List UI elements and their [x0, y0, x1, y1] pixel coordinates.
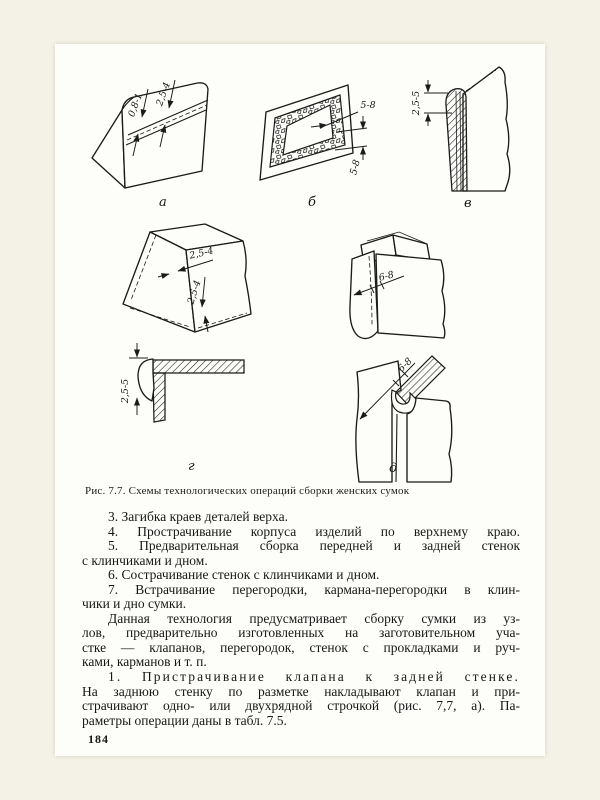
- text-line: с клинчиками и дном.: [82, 552, 208, 568]
- text-line: 4. Прострачивание корпуса изделий по верхнему краю.: [108, 523, 520, 539]
- text-line: 7. Встрачивание перегородки, кармана-перегородки в клин-: [108, 581, 520, 597]
- panel-letter-v: в: [464, 196, 472, 211]
- text-line: чики и дно сумки.: [82, 596, 187, 612]
- figure-caption: Рис. 7.7. Схемы технологических операций сборки женских сумок: [85, 485, 410, 497]
- figure-7-7-diagrams: [55, 44, 545, 489]
- diagram-flap-stitching: [92, 80, 208, 210]
- dim-label: 2,5-4: [185, 278, 204, 306]
- page-number: 184: [88, 732, 109, 746]
- dim-label: 0,8-1: [126, 91, 145, 119]
- text-line: 6. Сострачивание стенок с клинчиками и дном.: [108, 567, 380, 583]
- dim-label: 2,5-5: [411, 90, 422, 116]
- panel-letter-a: а: [159, 195, 167, 210]
- panel-letter-b: б: [308, 195, 316, 210]
- text-line: раметры операции даны в табл. 7.5.: [82, 712, 287, 728]
- dim-label: 6-8: [377, 269, 396, 284]
- text-line: страчивают одно- или двухрядной строчкой (рис. 7,7, а). Па-: [82, 698, 520, 714]
- dim-label: 5-8: [348, 158, 363, 177]
- panel-letter-d: д: [389, 461, 398, 476]
- diagram-edge-section: [411, 67, 510, 211]
- dim-label: 2,5-4: [154, 80, 173, 108]
- diagram-frame-padding: [260, 85, 376, 210]
- text-line: стке — клапанов, перегородок, стенок с прокладками и руч-: [82, 639, 520, 655]
- dim-label: 6-8: [395, 355, 415, 375]
- text-line-operation-heading: 1. Пристрачивание клапана к задней стенке.: [108, 669, 520, 685]
- text-line: лов, предварительно изготовленных на заготовительном уча-: [82, 625, 520, 641]
- text-line: ками, карманов и т. п.: [82, 654, 207, 670]
- dim-label: 5-8: [360, 100, 376, 111]
- text-line: На заднюю стенку по разметке накладывают клапан и при-: [82, 683, 520, 699]
- text-line: 3. Загибка краев деталей верха.: [108, 509, 288, 524]
- text-line: 5. Предварительная сборка передней и задней стенок: [108, 538, 520, 554]
- diagram-walls-gussets: [350, 232, 445, 339]
- diagram-preassembly-box: [123, 224, 251, 332]
- book-page: [55, 44, 545, 756]
- dim-label: 2,5-5: [120, 378, 131, 404]
- diagram-partition-insert: [356, 356, 452, 482]
- dim-label: 2,5-4: [188, 245, 215, 262]
- text-line: Данная технология предусматривает сборку сумки из уз-: [108, 610, 520, 626]
- diagram-corner-section: [120, 343, 244, 474]
- body-text: [82, 510, 520, 728]
- panel-letter-g: г: [188, 459, 195, 474]
